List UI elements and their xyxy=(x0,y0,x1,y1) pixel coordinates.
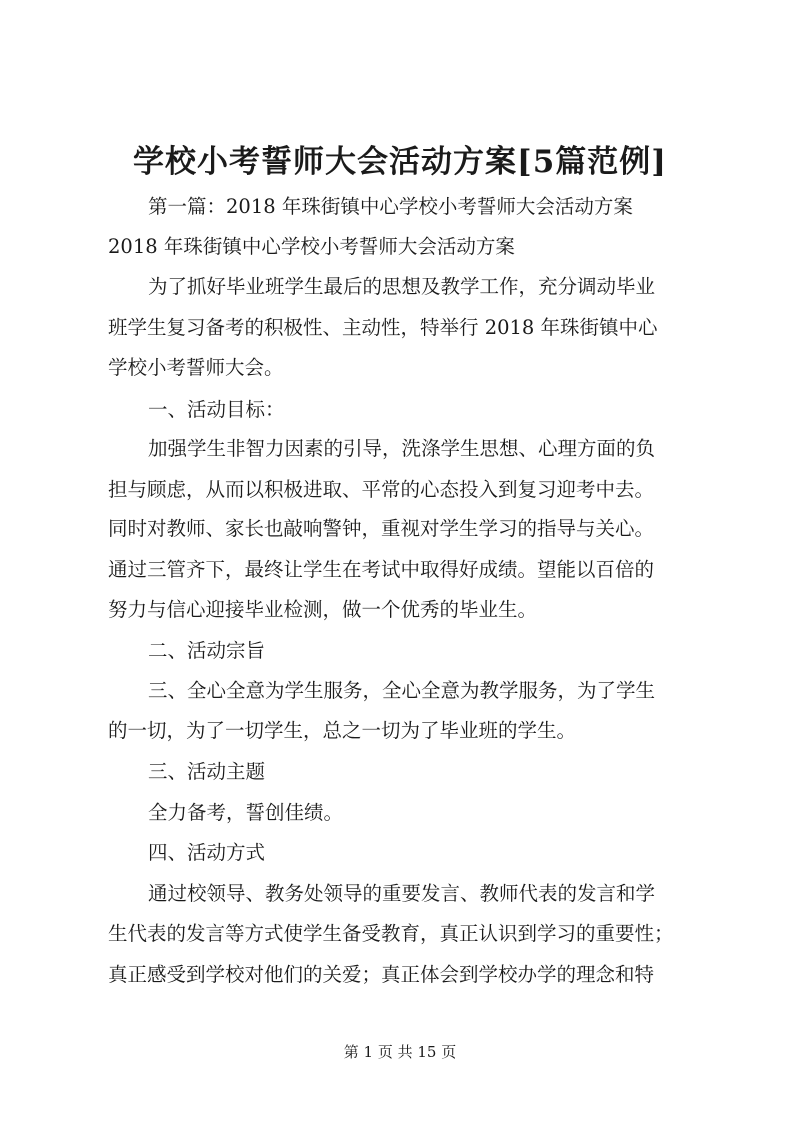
paragraph-line: 通过三管齐下，最终让学生在考试中取得好成绩。望能以百倍的 xyxy=(108,558,655,581)
paragraph-line: 全力备考，誓创佳绩。 xyxy=(148,801,344,824)
paragraph-line: 的一切，为了一切学生，总之一切为了毕业班的学生。 xyxy=(108,719,577,742)
paragraph-line: 担与顾虑，从而以积极进取、平常的心态投入到复习迎考中去。 xyxy=(108,478,655,501)
paragraph-line: 第一篇：2018 年珠街镇中心学校小考誓师大会活动方案 xyxy=(148,195,633,218)
paragraph-line: 班学生复习备考的积极性、主动性，特举行 2018 年珠街镇中心 xyxy=(108,316,658,339)
paragraph-line: 三、全心全意为学生服务，全心全意为教学服务，为了学生 xyxy=(148,679,656,702)
paragraph-line: 加强学生非智力因素的引导，洗涤学生思想、心理方面的负 xyxy=(148,437,656,460)
paragraph-line: 2018 年珠街镇中心学校小考誓师大会活动方案 xyxy=(108,235,515,258)
section-heading: 三、活动主题 xyxy=(148,760,266,783)
paragraph-line: 为了抓好毕业班学生最后的思想及教学工作，充分调动毕业 xyxy=(148,275,656,298)
section-heading: 四、活动方式 xyxy=(148,841,266,864)
paragraph-line: 真正感受到学校对他们的关爱；真正体会到学校办学的理念和特 xyxy=(108,963,655,986)
page-footer: 第 1 页 共 15 页 xyxy=(343,1043,457,1061)
section-heading: 二、活动宗旨 xyxy=(148,639,266,662)
paragraph-line: 努力与信心迎接毕业检测，做一个优秀的毕业生。 xyxy=(108,598,538,621)
paragraph-line: 学校小考誓师大会。 xyxy=(108,356,284,379)
section-heading: 一、活动目标： xyxy=(148,398,285,421)
document-title: 学校小考誓师大会活动方案[5篇范例] xyxy=(133,144,667,180)
paragraph-line: 通过校领导、教务处领导的重要发言、教师代表的发言和学 xyxy=(148,882,656,905)
paragraph-line: 生代表的发言等方式使学生备受教育，真正认识到学习的重要性； xyxy=(108,922,674,945)
paragraph-line: 同时对教师、家长也敲响警钟，重视对学生学习的指导与关心。 xyxy=(108,517,655,540)
